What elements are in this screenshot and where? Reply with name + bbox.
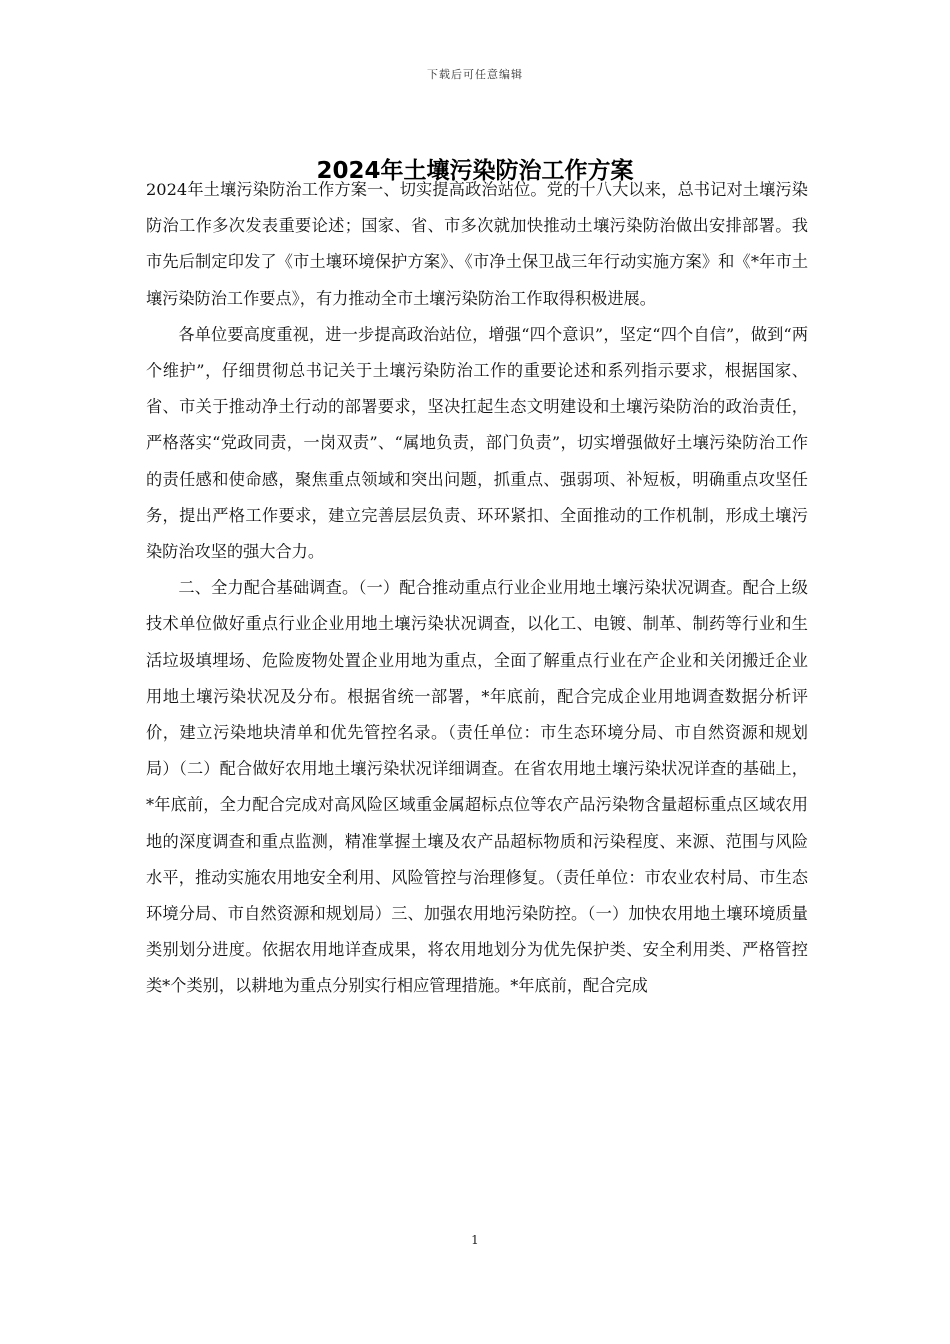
paragraph-3: 二、全力配合基础调查。（一）配合推动重点行业企业用地土壤污染状况调查。配合上级技术单位做好重点行业企业用地土壤污染状况调查，以化工、电镀、制革、制药等行业和生活垃圾填埋场、危险废物处置企业用地为重点，全面了解重点行业在产企业和关闭搬迁企业用地土壤污染状况及分布。根据省统一部署，*年底前，配合完成企业用地调查数据分析评价，建立污染地块清单和优先管控名录。（责任单位：市生态环境分局、市自然资源和规划局）（二）配合做好农用地土壤污染状况详细调查。在省农用地土壤污染状况详查的基础上，*年底前，全力配合完成对高风险区域重金属超标点位等农产品污染物含量超标重点区域农用地的深度调查和重点监测，精准掌握土壤及农产品超标物质和污染程度、来源、范围与风险水平，推动实施农用地安全利用、风险管控与治理修复。（责任单位：市农业农村局、市生态环境分局、市自然资源和规划局）三、加强农用地污染防控。（一）加快农用地土壤环境质量类别划分进度。依据农用地详查成果，将农用地划分为优先保护类、安全利用类、严格管控类*个类别，以耕地为重点分别实行相应管理措施。*年底前，配合完成 [146, 578, 808, 996]
document-title: 2024年土壤污染防治工作方案 [316, 158, 634, 184]
page-header-note: 下载后可任意编辑 [427, 68, 523, 81]
page-number: 1 [471, 1233, 479, 1247]
paragraph-1: 2024年土壤污染防治工作方案一、切实提高政治站位。党的十八大以来，总书记对土壤污染防治工作多次发表重要论述；国家、省、市多次就加快推动土壤污染防治做出安排部署。我市先后制定印发了《市土壤环境保护方案》、《市净土保卫战三年行动实施方案》和《*年市土壤污染防治工作要点》，有力推动全市土壤污染防治工作取得积极进展。 [146, 180, 808, 308]
document-body [146, 166, 808, 1005]
paragraph-2: 各单位要高度重视，进一步提高政治站位，增强“四个意识”，坚定“四个自信”，做到“两个维护”，仔细贯彻总书记关于土壤污染防治工作的重要论述和系列指示要求，根据国家、省、市关于推动净土行动的部署要求，坚决扛起生态文明建设和土壤污染防治的政治责任，严格落实“党政同责，一岗双责”、“属地负责，部门负责”，切实增强做好土壤污染防治工作的责任感和使命感，聚焦重点领域和突出问题，抓重点、强弱项、补短板，明确重点攻坚任务，提出严格工作要求，建立完善层层负责、环环紧扣、全面推动的工作机制，形成土壤污染防治攻坚的强大合力。 [146, 324, 809, 562]
